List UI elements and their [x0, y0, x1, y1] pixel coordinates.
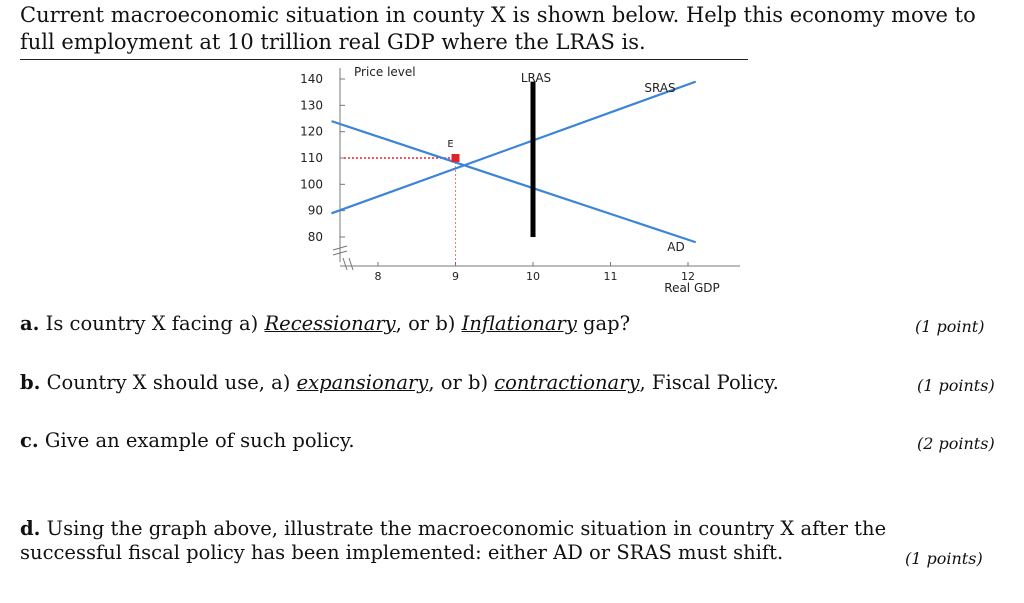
y-tick-label-90: 90 — [307, 203, 323, 218]
sras-curve — [332, 82, 696, 214]
ad-curve — [332, 121, 696, 242]
option-contractionary[interactable]: contractionary — [494, 371, 640, 394]
x-tick-label-11: 11 — [603, 270, 618, 283]
question-c-letter: c. — [20, 429, 39, 452]
question-d — [20, 517, 886, 565]
question-a-mid: , or b) — [395, 312, 462, 335]
intro-line-2: full employment at 10 trillion real GDP where the LRAS is. — [20, 30, 646, 54]
x-tick-label-10: 10 — [526, 270, 540, 283]
question-c-text: Give an example of such policy. — [44, 429, 355, 452]
equilibrium-label: E — [447, 139, 454, 150]
question-d-points: (1 points) — [905, 549, 983, 568]
ad-label: AD — [667, 240, 685, 254]
question-b-letter: b. — [20, 371, 41, 394]
y-tick-label-140: 140 — [300, 72, 323, 86]
x-tick-label-9: 9 — [452, 270, 459, 283]
question-a-pre: Is country X facing a) — [45, 312, 265, 335]
x-axis-break-mark — [343, 258, 353, 270]
option-inflationary[interactable]: Inflationary — [461, 312, 577, 335]
question-d-letter: d. — [20, 517, 41, 540]
question-a — [20, 312, 630, 336]
x-axis-label: Real GDP — [664, 281, 720, 295]
question-b-post: , Fiscal Policy. — [639, 371, 779, 394]
question-c — [20, 429, 355, 453]
option-expansionary[interactable]: expansionary — [296, 371, 429, 394]
sras-label: SRAS — [644, 81, 676, 95]
y-tick-label-100: 100 — [300, 177, 323, 192]
question-d-line-2: successful fiscal policy has been implemented: either AD or SRAS must shift. — [20, 541, 784, 564]
y-tick-label-80: 80 — [307, 230, 323, 244]
y-tick-label-120: 120 — [300, 124, 323, 139]
question-a-points: (1 point) — [915, 317, 985, 336]
question-b-points: (1 points) — [917, 376, 995, 395]
question-b-pre: Country X should use, a) — [46, 371, 297, 394]
equilibrium-point — [452, 154, 460, 162]
y-axis-label: Price level — [354, 65, 416, 79]
question-d-line-1: Using the graph above, illustrate the macroeconomic situation in country X after the — [46, 517, 887, 540]
question-c-points: (2 points) — [917, 434, 995, 453]
x-tick-label-12: 12 — [681, 270, 695, 283]
x-tick-label-8: 8 — [374, 270, 382, 283]
option-recessionary[interactable]: Recessionary — [264, 312, 396, 335]
y-tick-label-130: 130 — [300, 98, 323, 113]
question-a-letter: a. — [20, 312, 40, 335]
question-b — [20, 371, 779, 395]
intro-line-1: Current macroeconomic situation in county X is shown below. Help this economy move to — [20, 3, 976, 27]
question-b-mid: , or b) — [428, 371, 495, 394]
ad-as-chart — [0, 0, 1024, 300]
y-tick-label-110: 110 — [300, 151, 323, 165]
question-a-post: gap? — [576, 312, 631, 335]
lras-label: LRAS — [520, 71, 552, 85]
